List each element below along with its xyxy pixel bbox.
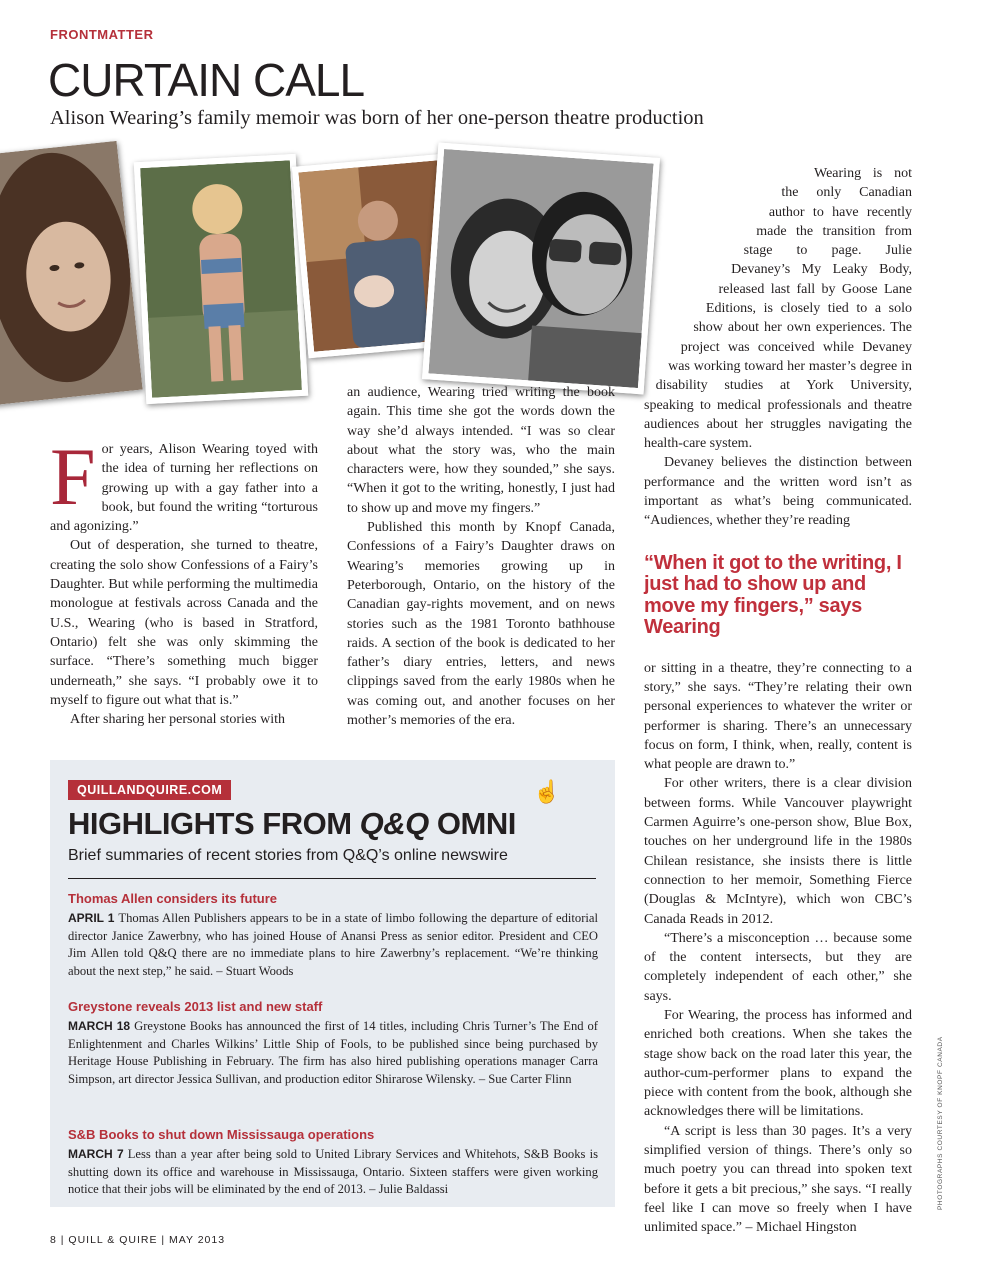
news-item-headline[interactable]: S&B Books to shut down Mississauga operations <box>68 1127 375 1142</box>
paragraph: Wearing is not the only Canadian author to have recently made the transition from stage to page. Julie Devaney’s My Leaky Body, released last fall by Goose Lane Editions, is closely tied to a solo show about her own experiences. The project was conceived while Devaney was working toward her master’s degree in disability studies at York University, speaking to medical professionals and theatre audiences about her struggles navigating the health-care system. <box>644 166 912 452</box>
article-column-3 <box>644 164 912 1238</box>
sidebar-title-part: HIGHLIGHTS FROM <box>68 806 360 841</box>
omni-highlights-box <box>50 760 615 1207</box>
section-kicker: FRONTMATTER <box>50 27 154 42</box>
paragraph: “A script is less than 30 pages. It’s a very simplified version of things. There’s only so much poetry you can thread into spoken text before it gets a bit precious,” she says. “I really feel like I can move so freely when I have unlimited space.” – Michael Hingston <box>644 1123 912 1236</box>
news-item-headline[interactable]: Thomas Allen considers its future <box>68 891 278 906</box>
photo-portrait <box>0 141 143 405</box>
sidebar-title <box>68 806 516 842</box>
news-item <box>68 890 598 980</box>
headline: CURTAIN CALL <box>48 54 365 106</box>
paragraph: For Wearing, the process has informed and enriched both creations. When she takes the stage show back on the road later this year, the author-cum-performer plans to expand the piece with content from the book, although she acknowledges there will be limitations. <box>644 1007 912 1120</box>
article-column-1 <box>50 431 318 729</box>
news-item-date: APRIL 1 <box>68 911 115 926</box>
news-item-text: Greystone Books has announced the first of 14 titles, including Chris Turner’s The End of Enlightenment and Charles Wilkins’ Little Ship of Fools, to be published since being purchased by Heritage House Publishing in February. The firm has also hired publishing operations manager Carra Simpson, art director Jessica Sullivan, and production editor Shirarose Wilensky. – Sue Carter Flinn <box>68 1019 598 1086</box>
news-item-text: Thomas Allen Publishers appears to be in a state of limbo following the departure of editorial director Janice Zawerbny, who has joined House of Anansi Press as senior editor. President and CEO Jim Allen told Q&Q there are no immediate plans to hire Zawerbny’s replacement. “We’re thinking about the next step,” he said. – Stuart Woods <box>68 911 598 978</box>
website-tag[interactable]: QUILLANDQUIRE.COM <box>68 780 231 800</box>
news-item-text: Less than a year after being sold to United Library Services and Whitehots, S&B Books is shutting down its office and warehouse in Mississauga, Ontario. Sixteen staffers were given working notice that their jobs will be eliminated by the end of 2013. – Julie Baldassi <box>68 1147 599 1197</box>
deck: Alison Wearing’s family memoir was born of her one-person theatre production <box>50 107 704 129</box>
sidebar-title-part: OMNI <box>428 806 516 841</box>
paragraph: Out of desperation, she turned to theatre, creating the solo show Confessions of a Fairy’s Daughter. But while performing the multimedia monologue at festivals across Canada and the U.S., Wearing (who is based in Stratford, Ontario) felt she was only skimming the surface. “There’s something much bigger underneath,” she says. “I probably owe it to myself to figure out what that is.” <box>50 538 318 708</box>
news-item <box>68 998 598 1088</box>
sidebar-title-brand: Q&Q <box>359 806 429 841</box>
drop-cap: F <box>50 431 96 522</box>
page-footer: 8 | QUILL & QUIRE | MAY 2013 <box>50 1234 226 1246</box>
paragraph: an audience, Wearing tried writing the book again. This time she got the words down the way she’d always intended. “I was so clear about what the story was, who the main characters were, how they sounded,” she says. “When it got to the writing, honestly, I just had to show up and move my fingers.” <box>347 385 615 516</box>
pointer-hand-icon: ☝ <box>533 780 561 805</box>
paragraph: For other writers, there is a clear division between forms. While Vancouver playwright Carmen Aguirre’s one-person show, Blue Box, touches on her underground life in the 1980s Chilean resistance, she insists there is little connection to her memoir, Something Fierce (Douglas & McIntyre), which won CBC’s Canada Reads in 2012. <box>644 776 912 927</box>
divider <box>68 878 596 879</box>
paragraph: Devaney believes the distinction between performance and the written word isn’t as important as what’s being communicated. “Audiences, whether they’re reading <box>644 455 912 529</box>
paragraph: “There’s a misconception … because some of the content intersects, but they are completely independent of each other,” she says. <box>644 930 912 1004</box>
paragraph: After sharing her personal stories with <box>70 712 285 728</box>
photo-child <box>134 154 308 404</box>
photo-couple <box>422 143 660 395</box>
news-item <box>68 1126 598 1199</box>
paragraph: or sitting in a theatre, they’re connecting to a story,” she says. “They’re relating their own personal experiences to whatever the writer or performer is sharing. There’s an unnecessary focus on form, I think, when, really, content is what people are drawn to.” <box>644 660 912 773</box>
news-item-date: MARCH 7 <box>68 1147 124 1162</box>
paragraph: or years, Alison Wearing toyed with the idea of turning her reflections on growing up with a gay father into a book, but found the writing “torturous and agonizing.” <box>50 442 318 535</box>
news-item-headline[interactable]: Greystone reveals 2013 list and new staff <box>68 999 323 1014</box>
photo-credit: PHOTOGRAPHS COURTESY OF KNOPF CANADA <box>937 1036 944 1210</box>
pull-quote: “When it got to the writing, I just had to show up and move my fingers,” says Wearing <box>644 551 902 639</box>
news-item-date: MARCH 18 <box>68 1019 131 1034</box>
paragraph: Published this month by Knopf Canada, Confessions of a Fairy’s Daughter draws on Wearing’s memories growing up in Peterborough, Ontario, on the history of the Canadian gay-rights movement, and on news stories such as the 1981 Toronto bathhouse raids. A section of the book is dedicated to her father’s diary entries, letters, and news clippings saved from the early 1980s when he was coming out, and another focuses on her mother’s memories of the era. <box>347 520 615 729</box>
article-column-2 <box>347 383 615 730</box>
sidebar-subtitle: Brief summaries of recent stories from Q&Q’s online newswire <box>68 847 508 864</box>
